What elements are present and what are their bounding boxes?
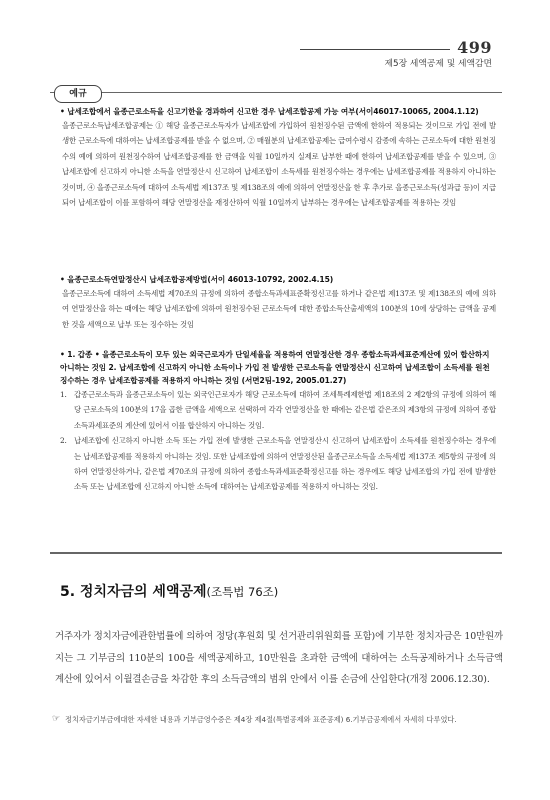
- item-text: 납세조합에 신고하지 아니한 소득 또는 가입 전에 발생한 근로소득을 연말정산시 신고하여 납세조합이 소득세를 원천징수하는 경우에는 납세조합공제를 적용하지 아니하는 것임. 또한 납세조합에 의하여 연말정산된 을종근로소득을 소득세법 제137조 제5항의 규정에 의하여 연말정산하거나, 같은법 제70조의 규정에 의하여 종합소득과세표준확정신고를 하는 경우에도 해당 납세조합의 가입 전에 발생한 소득 또는 납세조합에 신고하지 아니한 소득에 대하여는 납세조합공제를 적용하지 아니하는 것임.: [74, 436, 496, 492]
- section-title-text: 5. 정치자금의 세액공제: [60, 584, 207, 600]
- example-2: [60, 273, 496, 332]
- page-header: [300, 38, 492, 74]
- example-item: [60, 433, 496, 495]
- example-item: [60, 387, 496, 433]
- example-body: 을종근로소득에 대하여 소득세법 제70조의 규정에 의하여 종합소득과세표준확정신고를 하거나 같은법 제137조 및 제138조의 예에 의하여 연말정산을 하는 때에는 해당 납세조합에 의하여 원천징수된 근로소득에 대한 종합소득산출세액의 100분의 10에 상당하는 금액을 공제한 것을 세액으로 납부 또는 징수하는 것임: [62, 289, 496, 329]
- example-3: [60, 348, 496, 495]
- section-law-ref: (조특법 76조): [206, 585, 279, 599]
- page-number: 499: [457, 38, 492, 57]
- chapter-title: 제5장 세액공제 및 세액감면: [384, 59, 492, 69]
- reference-note: [52, 714, 504, 726]
- example-heading: • 을종근로소득연말정산시 납세조합공제방법(서이 46013-10792, 2002.4.15): [60, 275, 334, 284]
- example-body: 을종근로소득납세조합공제는 ① 해당 을종근로소득자가 납세조합에 가입하여 원천징수된 금액에 한하여 적용되는 것이므로 가입 전에 발생한 근로소득에 대하여는 납세조합공제를 받을 수 없으며, ② 매월분의 납세조합공제는 급여수령시 감종에 속하는 근로소득에 대한 원천징수의 예에 의하여 원천징수하여 납세조합공제를 한 금액을 익월 10일까지 실제로 납부한 때에 한하여 납세조합공제를 받을 수 있으며, ③ 납세조합에 신고하지 아니한 소득을 연말정산시 신고하여 납세조합이 소득세를 원천징수하는 경우에는 납세조합공제를 적용하지 아니하는 것이며, ④ 을종근로소득에 대하여 소득세법 제137조 및 제138조의 예에 의하여 연말정산을 한 후 추가로 을종근로소득(성과급 등)이 지급되어 납세조합이 이를 포함하여 해당 연말정산을 재정산하여 익월 10일까지 납부하는 경우에는 납세조합공제를 적용하는 것임: [62, 121, 496, 208]
- example-heading: • 납세조합에서 을종근로소득을 신고기한을 경과하여 신고한 경우 납세조합공제 가능 여부(서이46017-10065, 2004.1.12): [60, 107, 479, 116]
- note-text: 정치자금기부금에대한 자세한 내용과 기부금영수증은 제4장 제4절(특별공제와 표준공제) 6.기부금공제에서 자세히 다루었다.: [65, 715, 457, 724]
- item-text: 갑종근로소득과 을종근로소득이 있는 외국인근로자가 해당 근로소득에 대하여 조세특례제한법 제18조의 2 제2항의 규정에 의하여 해당 근로소득의 100분의 17을 곱한 금액을 세액으로 선택하여 각각 연말정산을 한 때에는 같은법 같은조의 제3항의 규정에 의하여 종합소득과세표준의 계산에 있어서 이를 합산하지 아니하는 것임.: [74, 390, 496, 430]
- item-number: 2.: [60, 436, 67, 446]
- example-1: [60, 105, 496, 210]
- example-box: [50, 89, 502, 554]
- section-title: [60, 581, 500, 601]
- pointing-hand-icon: ☞: [52, 714, 61, 724]
- header-rule: [300, 49, 450, 50]
- section-paragraph: 거주자가 정치자금에관한법률에 의하여 정당(후원회 및 선거관리위원회를 포함)에 기부한 정치자금은 10만원까지는 그 기부금의 110분의 100을 세액공제하고, 10만원을 초과한 금액에 대하여는 소득공제하거나 소득금액계산에 있어서 이월결손금을 차감한 후의 소득금액의 범위 안에서 이를 손금에 산입한다(개정 2006.12.30).: [55, 631, 503, 685]
- example-heading: • 1. 갑종 • 을종근로소득이 모두 있는 외국근로자가 단일세율을 적용하여 연말정산한 경우 종합소득과세표준계산에 있어 합산하지 아니하는 것임 2. 납세조합에 신고하지 아니한 소득이나 가입 전 발생한 근로소득을 연말정산시 신고하여 납세조합이 소득세를 원천징수하는 경우 납세조합공제를 적용하지 아니하는 것임 (서면2팀-192, 2005.01.27): [60, 350, 490, 385]
- item-number: 1.: [60, 390, 67, 399]
- example-tag: 예규: [54, 85, 102, 103]
